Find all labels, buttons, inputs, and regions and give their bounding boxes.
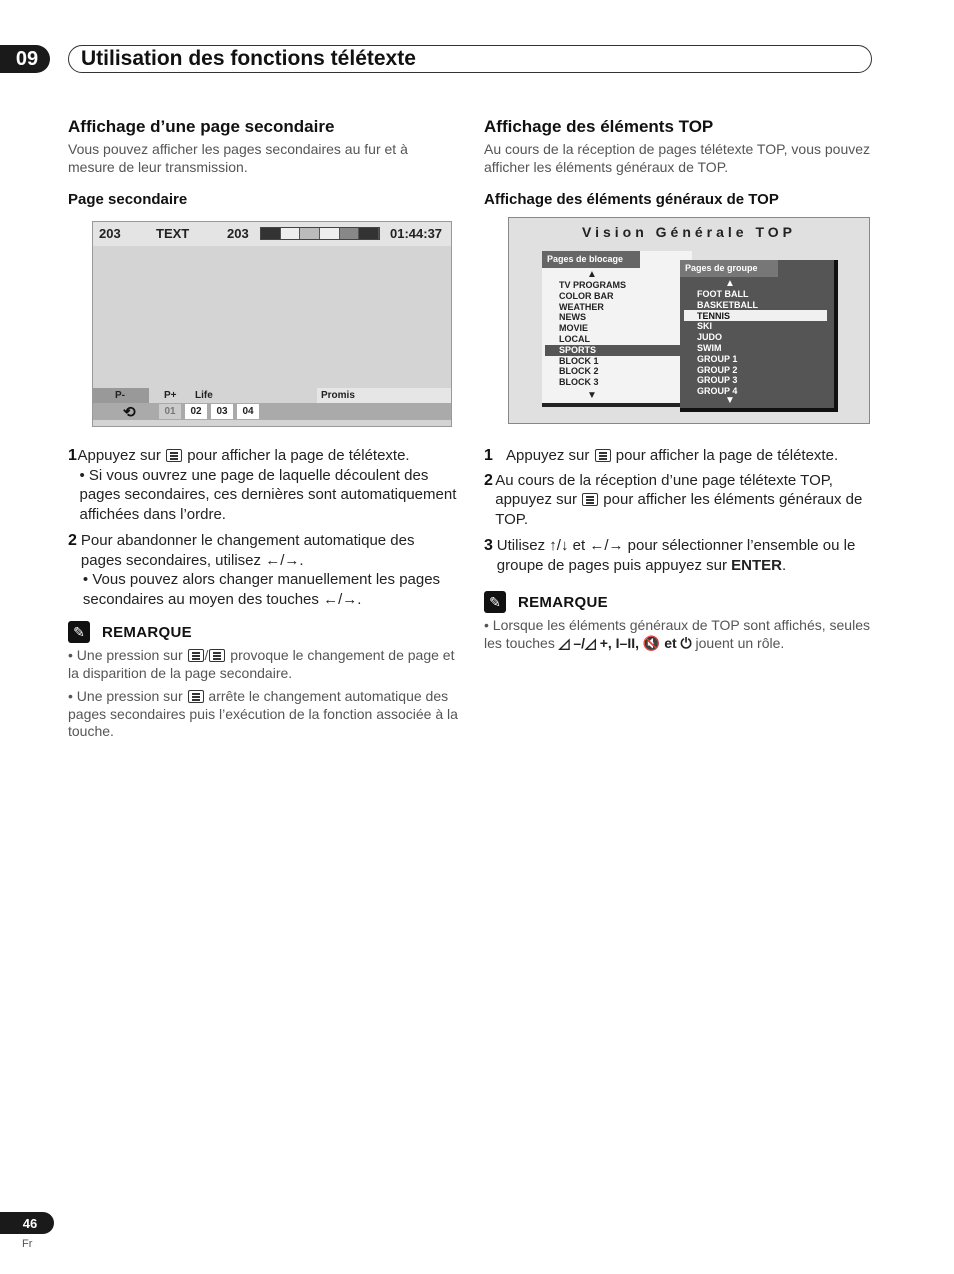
block-pages-header: Pages de blocage — [542, 251, 640, 268]
teletext-key-icon — [595, 449, 611, 462]
top-step-1: 1 Appuyez sur pour afficher la page de télétexte. — [484, 447, 839, 464]
group-pages-header: Pages de groupe — [680, 260, 778, 277]
group-scroll-down-icon: ▼ — [725, 395, 735, 406]
intro-secondary: Vous pouvez afficher les pages secondaires au fur et à mesure de leur transmission. — [68, 141, 408, 175]
subpage-02: 02 — [185, 404, 207, 419]
block-scroll-up-icon: ▲ — [587, 269, 597, 280]
block-scroll-down-icon: ▼ — [587, 390, 597, 401]
enter-key-label: ENTER — [731, 556, 782, 574]
teletext-screen-top — [508, 217, 870, 424]
language-code: Fr — [22, 1238, 33, 1250]
intro-top: Au cours de la réception de pages télétexte TOP, vous pouvez afficher les éléments généraux de TOP. — [484, 141, 871, 175]
chapter-number: 09 — [0, 45, 50, 73]
note-pencil-icon: ✎ — [484, 591, 506, 613]
top-step-3: 3 Utilisez ↑/↓ et ←/→ pour sélectionner l’ensemble ou le groupe de pages puis appuyez sur ENTER. — [484, 537, 856, 574]
page-number: 46 — [0, 1212, 54, 1234]
steps-top — [484, 446, 876, 575]
subsection-title-top: Affichage des éléments généraux de TOP — [484, 191, 779, 208]
note-item-2: • Une pression sur arrête le changement automatique des pages secondaires puis l’exécution de la fonction associée à la touche. — [68, 688, 458, 739]
note-item-1: • Une pression sur / provoque le changement de page et la disparition de la page secondaire. — [68, 647, 455, 681]
fastext-label-p-minus: P- — [115, 390, 125, 401]
text-label: TEXT — [156, 226, 190, 241]
reveal-key-icon — [188, 690, 204, 703]
index-key-icon — [582, 493, 598, 506]
steps-secondary — [68, 446, 458, 609]
step-2: 2 Pour abandonner le changement automatique des pages secondaires, utilisez ←/→. • Vous pouvez alors changer manuellement les pages secondaires au moyen des touches ←/→. — [68, 531, 458, 609]
note-title: REMARQUE — [518, 593, 608, 611]
note-pencil-icon: ✎ — [68, 621, 90, 643]
block-pages-panel — [542, 251, 692, 407]
section-title-secondary: Affichage d’une page secondaire — [68, 117, 335, 136]
chapter-title: Utilisation des fonctions télétexte — [68, 45, 872, 73]
step-1: 1 Appuyez sur pour afficher la page de télétexte. • Si vous ouvrez une page de laquelle découlent des pages secondaires, ces dernières sont automatiquement affichées dans l’ordre. — [68, 447, 457, 523]
subpage-04: 04 — [237, 404, 259, 419]
right-column — [484, 117, 874, 208]
teletext-key-icon — [166, 449, 182, 462]
teletext-screen-secondary — [92, 221, 452, 427]
subpage-bar — [93, 403, 451, 420]
section-title-top: Affichage des éléments TOP — [484, 117, 714, 136]
teletext-status-bar — [93, 222, 451, 246]
block-item-selected: SPORTS — [559, 344, 597, 355]
step-1-bullet: • Si vous ouvrez une page de laquelle découlent des pages secondaires, ces dernières sont automatiquement affichées dans l’ordre. — [79, 466, 457, 523]
fastext-bar — [93, 388, 451, 403]
subpage-03: 03 — [211, 404, 233, 419]
page-number-2: 203 — [227, 226, 249, 241]
note-top — [484, 591, 874, 652]
page-progress-bar — [260, 227, 380, 240]
clock: 01:44:37 — [390, 226, 443, 241]
group-pages-panel — [680, 260, 838, 412]
subcode-icon: ⟲ — [123, 404, 136, 421]
left-column — [68, 117, 458, 208]
note-item-top: • Lorsque les éléments généraux de TOP sont affichés, seules les touches ◿ –/◿ +, I–II, 🔇 et ⏻ jouent un rôle. — [484, 617, 870, 651]
allowed-keys-icons: ◿ –/◿ +, I–II, 🔇 et ⏻ — [558, 634, 692, 651]
top-step-2: 2 Au cours de la réception d’une page télétexte TOP, appuyez sur pour afficher les éléments généraux de TOP. — [484, 471, 863, 528]
page-number: 203 — [99, 226, 121, 241]
subsection-title-secondary: Page secondaire — [68, 191, 188, 208]
subpage-key-icon — [209, 649, 225, 662]
hold-key-icon — [188, 649, 204, 662]
group-item-selected: TENNIS — [697, 310, 731, 321]
group-scroll-up-icon: ▲ — [725, 278, 735, 289]
note-title: REMARQUE — [102, 623, 192, 641]
subpage-01: 01 — [159, 404, 181, 419]
note-secondary — [68, 621, 458, 741]
group-pages-list: FOOT BALL BASKETBALL TENNIS SKI JUDO SWIM GROUP 1 GROUP 2 GROUP 3 GROUP 4 — [697, 289, 758, 397]
fastext-label-p-plus: P+ — [164, 390, 177, 401]
fastext-label-promis: Promis — [321, 390, 355, 401]
step-2-bullet: • Vous pouvez alors changer manuellement les pages secondaires au moyen des touches ←/→. — [82, 571, 441, 608]
fastext-label-life: Life — [195, 390, 213, 401]
top-overview-title: Vision Générale TOP — [582, 224, 796, 240]
block-pages-list: TV PROGRAMS COLOR BAR WEATHER NEWS MOVIE LOCAL SPORTS BLOCK 1 BLOCK 2 BLOCK 3 — [559, 280, 627, 388]
